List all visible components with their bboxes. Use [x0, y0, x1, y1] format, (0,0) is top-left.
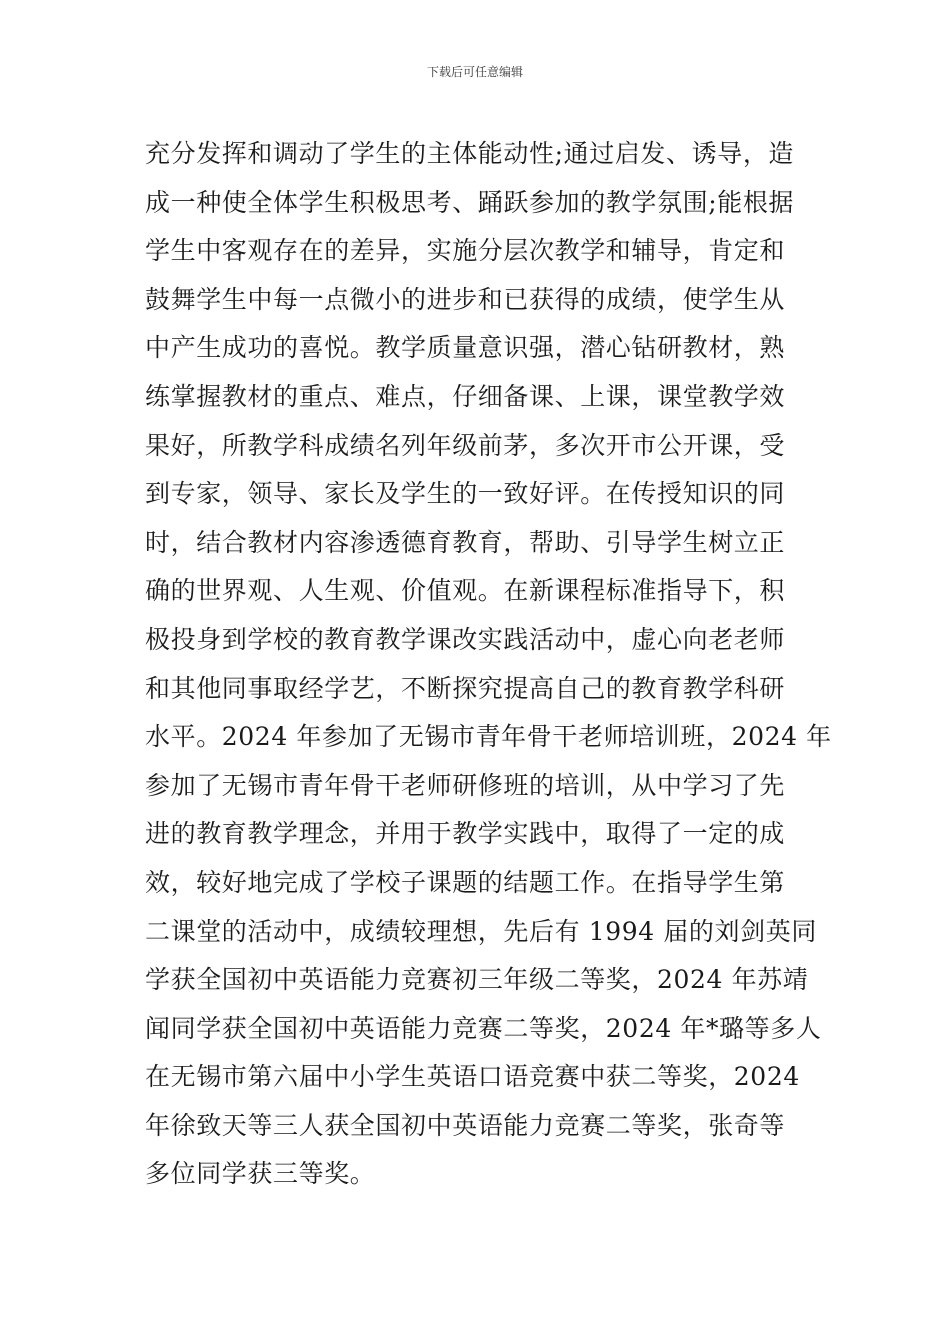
paragraph-line: 水平。2024 年参加了无锡市青年骨干老师培训班，2024 年	[145, 722, 832, 752]
paragraph-line: 效，较好地完成了学校子课题的结题工作。在指导学生第	[145, 867, 786, 897]
page-header: 下载后可任意编辑	[426, 65, 523, 79]
paragraph-line: 二课堂的活动中，成绩较理想，先后有 1994 届的刘剑英同	[145, 916, 817, 946]
paragraph-line: 练掌握教材的重点、难点，仔细备课、上课，课堂教学效	[145, 381, 786, 411]
paragraph-line: 到专家，领导、家长及学生的一致好评。在传授知识的同	[145, 479, 786, 509]
paragraph-line: 闻同学获全国初中英语能力竞赛二等奖，2024 年*璐等多人	[145, 1013, 822, 1043]
paragraph-line: 和其他同事取经学艺，不断探究提高自己的教育教学科研	[145, 673, 786, 703]
body-paragraph	[145, 130, 832, 1199]
paragraph-line: 在无锡市第六届中小学生英语口语竞赛中获二等奖，2024	[145, 1062, 800, 1092]
paragraph-line: 充分发挥和调动了学生的主体能动性;通过启发、诱导，造	[145, 139, 795, 168]
paragraph-line: 鼓舞学生中每一点微小的进步和已获得的成绩，使学生从	[145, 284, 786, 314]
paragraph-line: 多位同学获三等奖。	[145, 1159, 376, 1189]
paragraph-line: 确的世界观、人生观、价值观。在新课程标准指导下，积	[145, 576, 786, 606]
paragraph-line: 极投身到学校的教育教学课改实践活动中，虚心向老老师	[145, 624, 786, 654]
paragraph-line: 参加了无锡市青年骨干老师研修班的培训，从中学习了先	[145, 770, 786, 800]
paragraph-line: 时，结合教材内容渗透德育教育，帮助、引导学生树立正	[145, 527, 786, 557]
paragraph-line: 进的教育教学理念，并用于教学实践中，取得了一定的成	[145, 819, 786, 849]
paragraph-line: 果好，所教学科成绩名列年级前茅，多次开市公开课，受	[145, 430, 786, 460]
paragraph-line: 年徐致天等三人获全国初中英语能力竞赛二等奖，张奇等	[145, 1110, 786, 1140]
paragraph-line: 学获全国初中英语能力竞赛初三年级二等奖，2024 年苏靖	[145, 965, 809, 995]
paragraph-line: 中产生成功的喜悦。教学质量意识强，潜心钻研教材，熟	[145, 333, 786, 363]
paragraph-line: 成一种使全体学生积极思考、踊跃参加的教学氛围;能根据	[145, 187, 795, 217]
paragraph-line: 学生中客观存在的差异，实施分层次教学和辅导，肯定和	[145, 236, 786, 266]
